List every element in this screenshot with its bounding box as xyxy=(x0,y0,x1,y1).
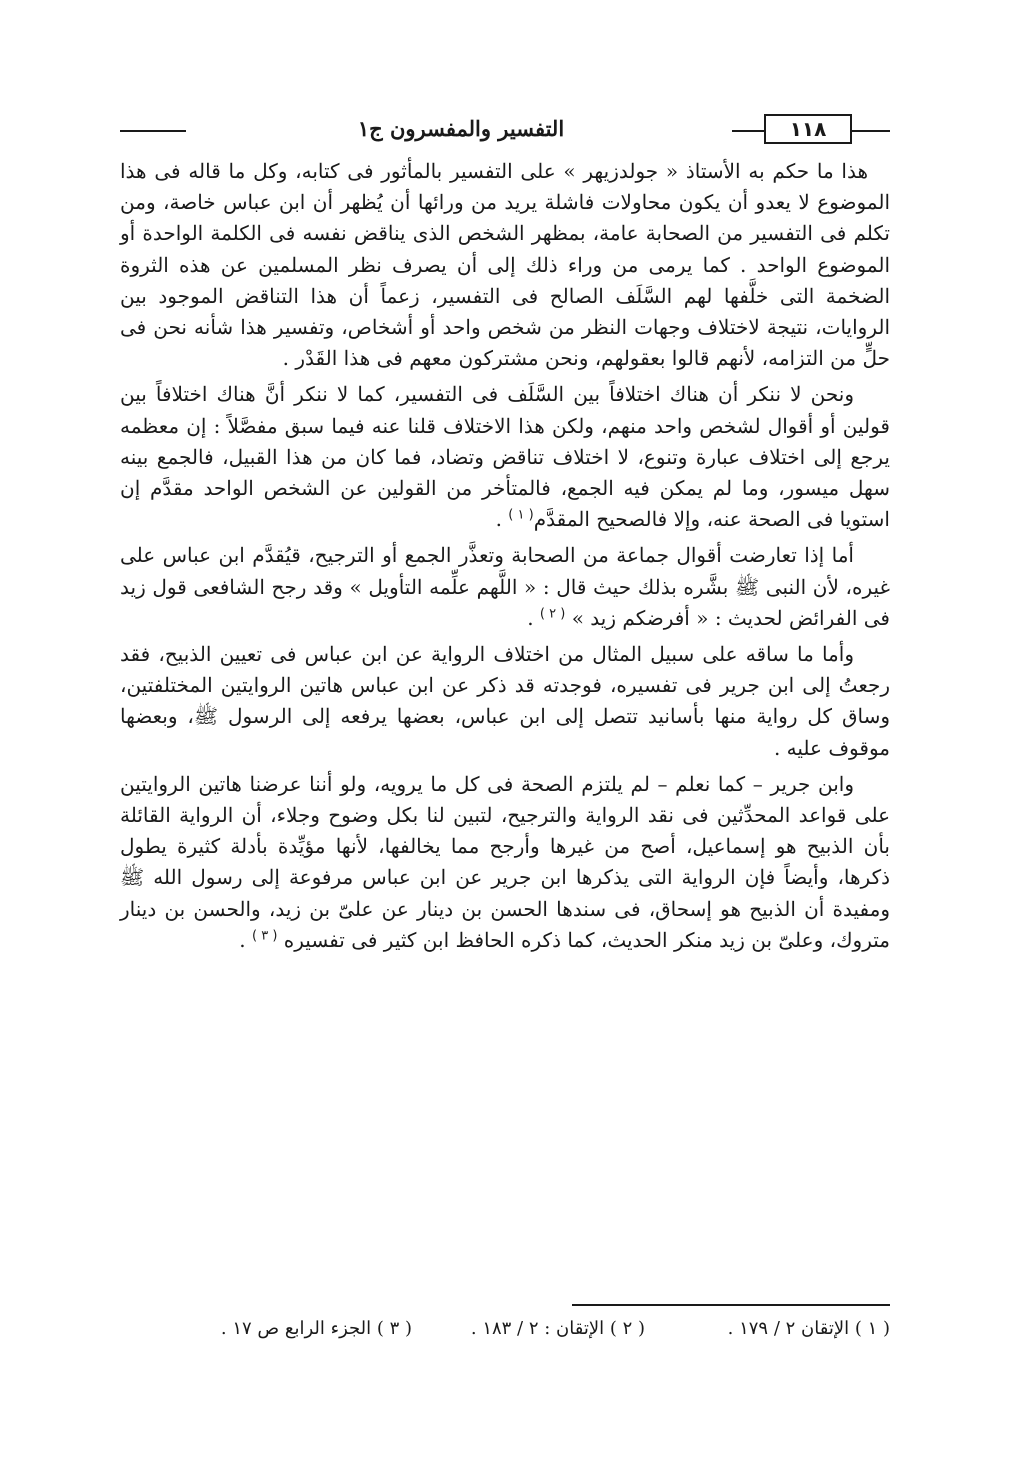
paragraph-3-text: أما إذا تعارضت أقوال جماعة من الصحابة وتعذَّر الجمع أو الترجيح، قيُقدَّم ابن عباس على غيره، لأن النبى ﷺ بشَّره بذلك حيث قال : « اللَّهم علِّمه التأويل » وقد رجح الشافعى قول زيد فى الفرائض لحديث : « أفرضكم زيد » xyxy=(120,543,890,630)
paragraph-2 xyxy=(120,379,890,535)
paragraph-5 xyxy=(120,769,890,956)
running-header xyxy=(120,112,890,152)
paragraph-4 xyxy=(120,639,890,764)
footnote-3: ( ٣ ) الجزء الرابع ص ١٧ . xyxy=(220,1318,412,1339)
footnote-2: ( ٢ ) الإتقان : ٢ / ١٨٣ . xyxy=(470,1318,645,1339)
header-rule-middle xyxy=(732,130,764,132)
paragraph-end-dot: . xyxy=(239,927,252,952)
footnote-ref-2: ( ٢ ) xyxy=(539,606,566,622)
paragraph-2-text: ونحن لا ننكر أن هناك اختلافاً بين السَّلَف فى التفسير، كما لا ننكر أنَّ هناك اختلافاً بين قولين أو أقوال لشخص واحد منهم، ولكن هذا الاختلاف قلنا عنه فيما سبق مفصَّلاً : إن معظمه يرجع إلى اختلاف عبارة وتنوع، لا اختلاف تناقض وتضاد، فما كان من هذا القبيل، فالجمع بينه سهل ميسور، وما لم يمكن فيه الجمع، فالمتأخر من القولين عن الشخص الواحد مقدَّم إن استويا فى الصحة عنه، وإلا فالصحيح المقدَّم xyxy=(120,382,890,532)
footnote-ref-3: ( ٣ ) xyxy=(252,928,278,944)
page-number: ١١٨ xyxy=(764,114,852,144)
footnote-1: ( ١ ) الإتقان ٢ / ١٧٩ . xyxy=(727,1318,890,1339)
paragraph-5-text: وابن جرير – كما نعلم – لم يلتزم الصحة فى كل ما يرويه، ولو أننا عرضنا هاتين الروايتين على قواعد المحدِّثين فى نقد الرواية والترجيح، لتبين لنا بكل وضوح وجلاء، أن الرواية القائلة بأن الذبيح هو إسماعيل، أصح من غيرها وأرجح مما يخالفها، لأنها مؤيِّدة بأدلة كثيرة يطول ذكرها، وأيضاً فإن الرواية التى يذكرها ابن جرير عن ابن عباس مرفوعة إلى رسول الله ﷺ ومفيدة أن الذبيح هو إسحاق، فى سندها الحسن بن دينار عن علىّ بن زيد، والحسن بن دينار متروك، وعلىّ بن زيد منكر الحديث، كما ذكره الحافظ ابن كثير فى تفسيره xyxy=(120,771,891,952)
footnote-ref-1: ( ١ ) xyxy=(508,507,534,523)
main-text xyxy=(120,156,890,961)
header-rule-left xyxy=(120,130,186,132)
paragraph-1 xyxy=(120,156,890,374)
footnote-divider xyxy=(572,1304,890,1306)
running-title: التفسير والمفسرون ج١ xyxy=(357,116,565,141)
paragraph-1-text: هذا ما حكم به الأستاذ « جولدزيهر » على التفسير بالمأثور فى كتابه، وكل ما قاله فى هذا الموضوع لا يعدو أن يكون محاولات فاشلة يريد من ورائها أن يُظهر أن ابن عباس خاصة، ومن تكلم فى التفسير من الصحابة عامة، بمظهر الشخص الذى يناقض نفسه فى الكلمة الواحدة أو الموضوع الواحد . كما يرمى من وراء ذلك إلى أن يصرف نظر المسلمين عن هذه الثروة الضخمة التى خلَّفها لهم السَّلَف الصالح فى التفسير، زعماً أن هذا التناقض الموجود بين الروايات، نتيجة لاختلاف وجهات النظر من شخص واحد أو أشخاص، وتفسير هذا شأنه نحن فى حلٍّ من التزامه، لأنهم قالوا بعقولهم، ونحن مشتركون معهم فى هذا القَدْر . xyxy=(120,159,890,371)
paragraph-end-dot: . xyxy=(527,605,540,630)
header-rule-right xyxy=(852,130,890,132)
footnotes xyxy=(170,1314,890,1344)
paragraph-4-text: وأما ما ساقه على سبيل المثال من اختلاف الرواية عن ابن عباس فى تعيين الذبيح، فقد رجعتُ إلى ابن جرير فى تفسيره، فوجدته قد ذكر عن ابن عباس هاتين الروايتين المختلفتين، وساق كل رواية منها بأسانيد تتصل إلى ابن عباس، بعضها يرفعه إلى الرسول ﷺ، وبعضها موقوف عليه . xyxy=(120,642,890,760)
paragraph-end-dot: . xyxy=(495,507,509,532)
paragraph-3 xyxy=(120,540,890,634)
